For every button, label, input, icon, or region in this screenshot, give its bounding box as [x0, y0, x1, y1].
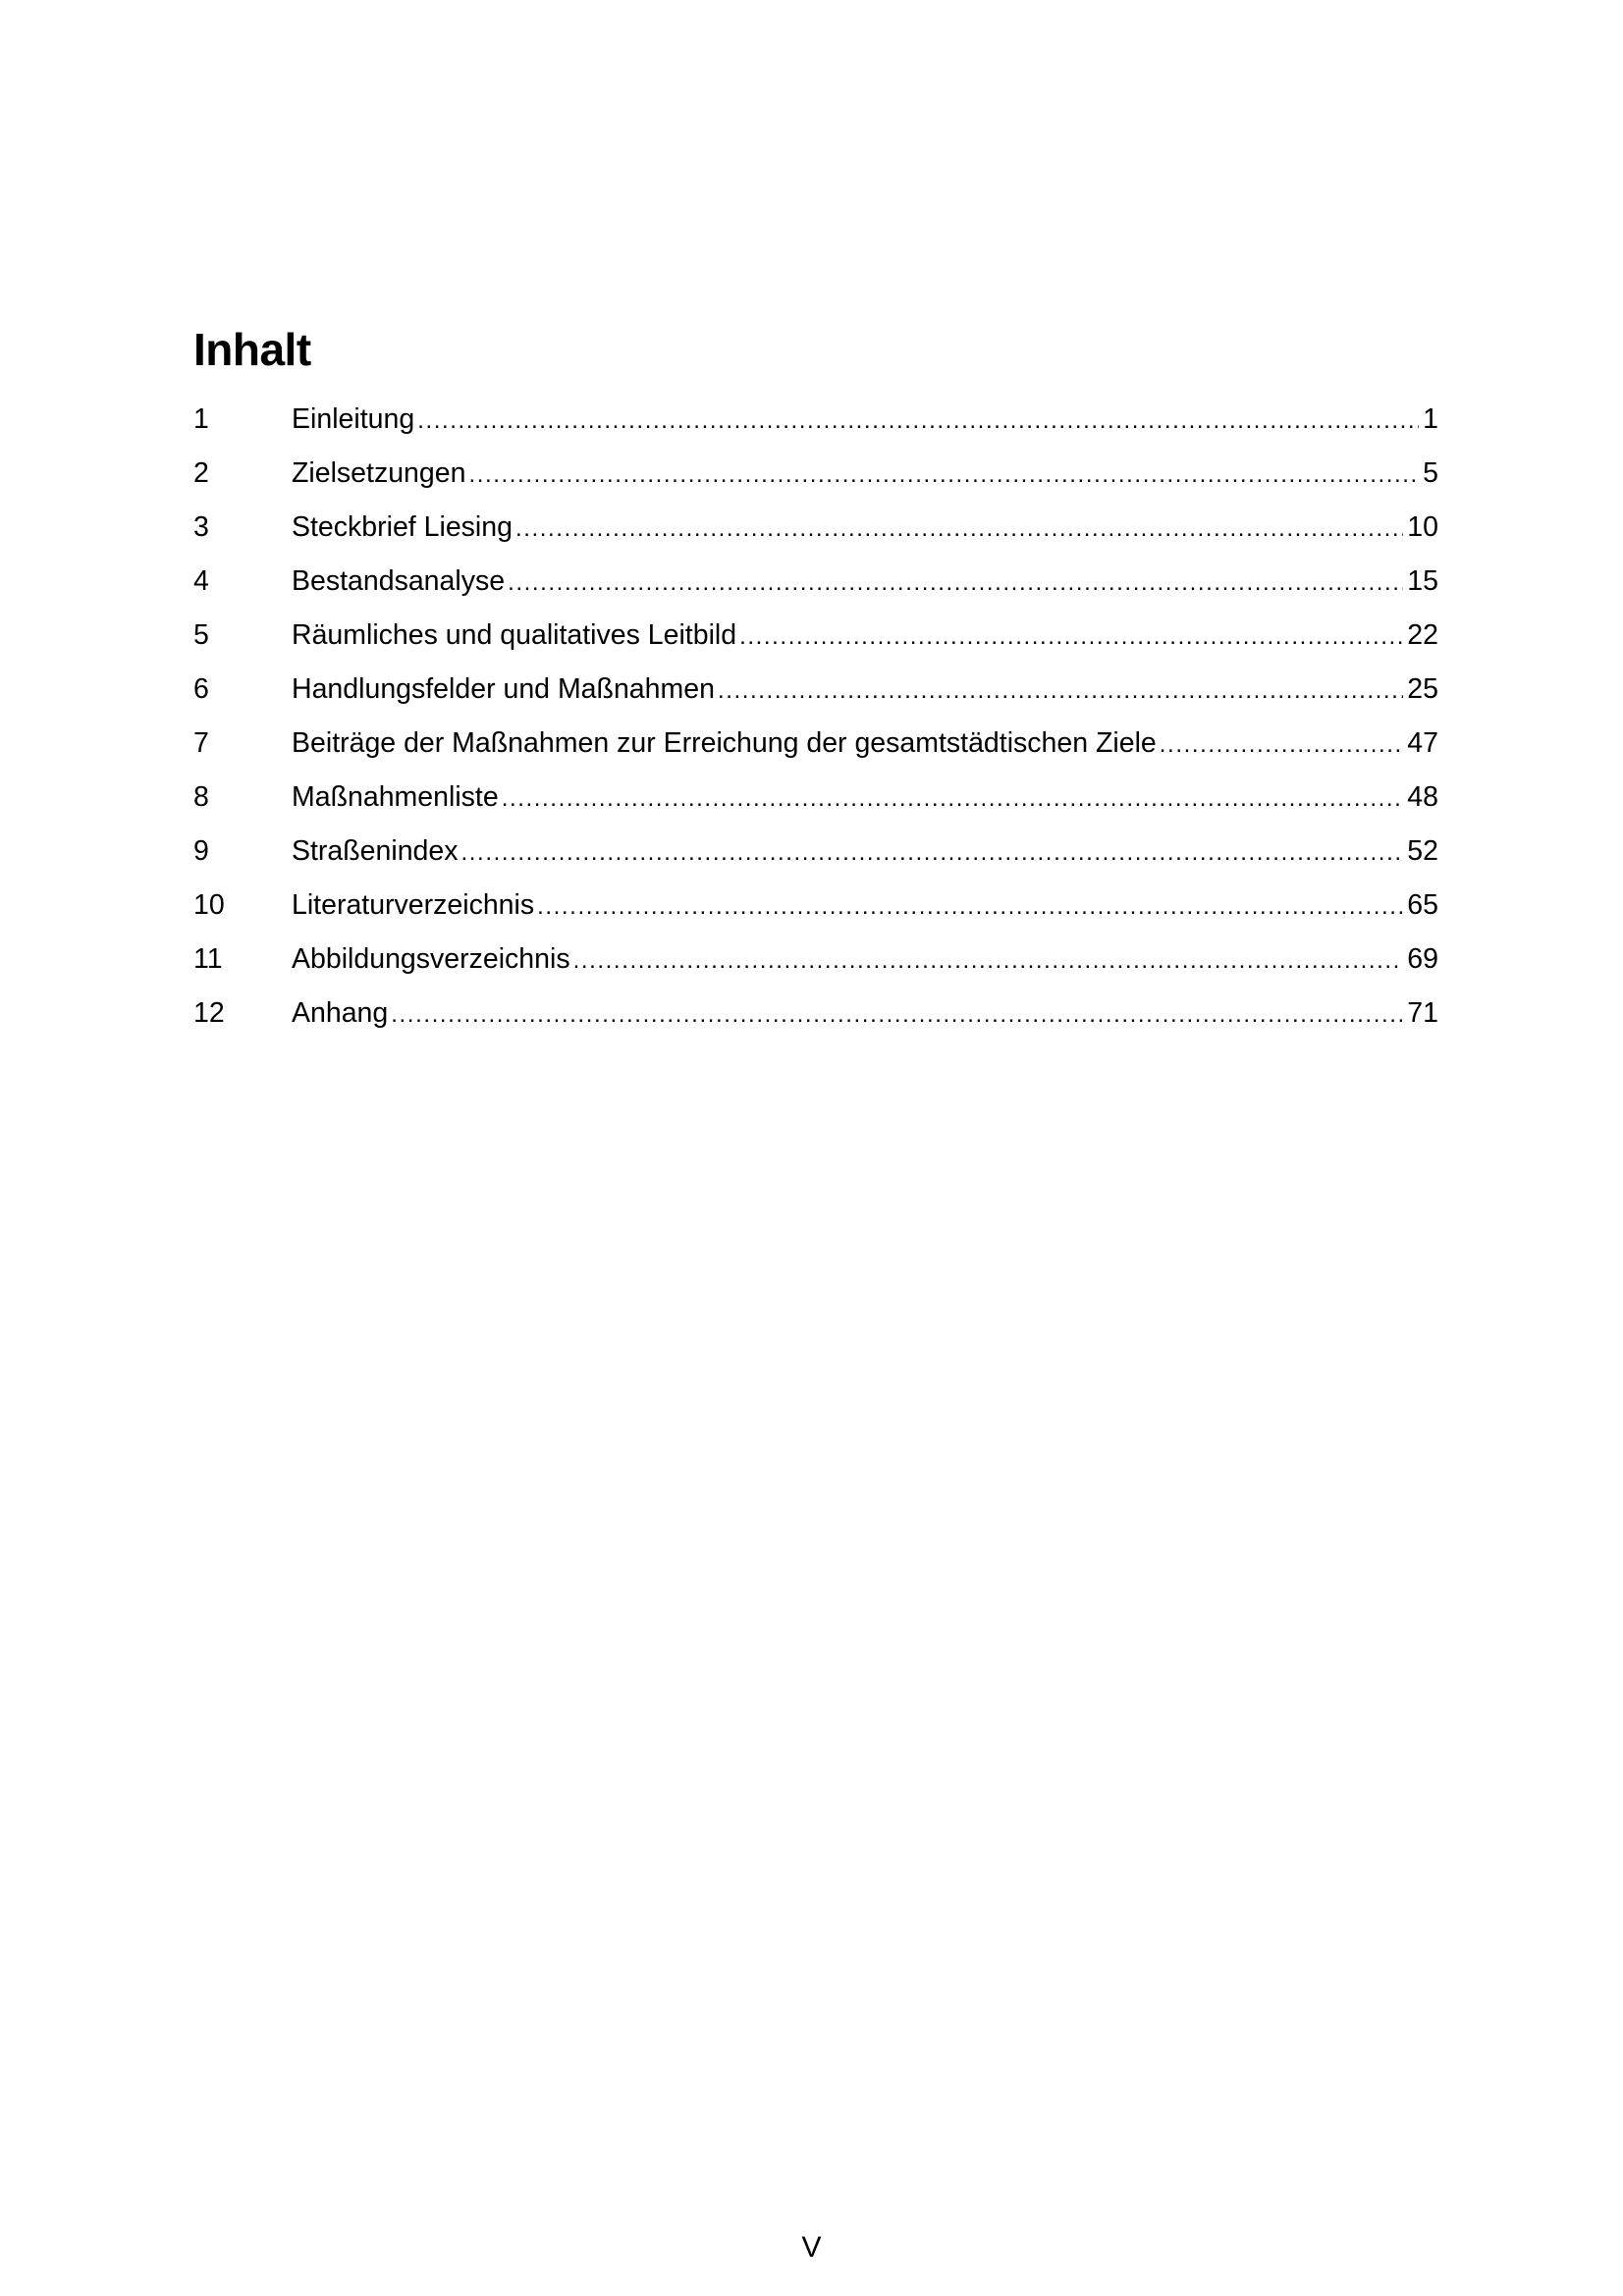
toc-entry[interactable] — [193, 663, 1438, 717]
toc-dot-leader — [739, 610, 1403, 664]
toc-entry-page: 25 — [1407, 673, 1438, 705]
toc-entry-number: 1 — [193, 403, 209, 435]
toc-entry-page: 5 — [1423, 457, 1438, 489]
toc-entry-title: Handlungsfelder und Maßnahmen — [292, 673, 715, 705]
toc-entry[interactable] — [193, 555, 1438, 609]
toc-dot-leader — [515, 502, 1403, 556]
toc-entry[interactable] — [193, 609, 1438, 663]
toc-entry-title: Literaturverzeichnis — [292, 889, 535, 921]
toc-entry-title: Abbildungsverzeichnis — [292, 943, 570, 975]
toc-dot-leader — [502, 772, 1404, 826]
toc-entry[interactable] — [193, 825, 1438, 879]
toc-entry-title: Maßnahmenliste — [292, 781, 499, 813]
toc-entry-title: Steckbrief Liesing — [292, 511, 513, 543]
toc-entry-page: 15 — [1407, 565, 1438, 597]
toc-entry-title: Einleitung — [292, 403, 415, 435]
toc-dot-leader — [417, 394, 1419, 448]
toc-entry-number: 3 — [193, 511, 209, 543]
toc-entry-number: 5 — [193, 619, 209, 651]
toc-entry-page: 69 — [1407, 943, 1438, 975]
toc-entry-number: 10 — [193, 889, 225, 921]
toc-entry-title: Straßenindex — [292, 835, 459, 867]
toc-dot-leader — [718, 664, 1403, 718]
toc-entry[interactable] — [193, 771, 1438, 825]
toc-dot-leader — [391, 988, 1403, 1041]
toc-entry[interactable] — [193, 447, 1438, 501]
toc-dot-leader — [573, 934, 1404, 988]
toc-entry-page: 1 — [1423, 403, 1438, 435]
table-of-contents — [193, 393, 1438, 1041]
toc-entry-page: 22 — [1407, 619, 1438, 651]
toc-entry-number: 12 — [193, 997, 225, 1029]
toc-entry-title: Räumliches und qualitatives Leitbild — [292, 619, 737, 651]
toc-entry[interactable] — [193, 879, 1438, 933]
toc-entry-page: 65 — [1407, 889, 1438, 921]
toc-entry-page: 52 — [1407, 835, 1438, 867]
toc-dot-leader — [461, 826, 1404, 880]
toc-entry[interactable] — [193, 501, 1438, 555]
toc-entry[interactable] — [193, 987, 1438, 1041]
page-number: V — [801, 2231, 822, 2264]
toc-entry-number: 9 — [193, 835, 209, 867]
toc-entry-page: 47 — [1407, 727, 1438, 759]
toc-entry-number: 4 — [193, 565, 209, 597]
toc-title: Inhalt — [193, 324, 311, 375]
toc-entry[interactable] — [193, 933, 1438, 987]
toc-entry-number: 11 — [193, 943, 223, 975]
toc-entry-number: 7 — [193, 727, 209, 759]
toc-entry-title: Bestandsanalyse — [292, 565, 506, 597]
toc-entry-page: 71 — [1407, 997, 1438, 1029]
toc-dot-leader — [1160, 718, 1404, 772]
toc-entry-number: 2 — [193, 457, 209, 489]
toc-dot-leader — [537, 880, 1403, 934]
toc-entry-title: Beiträge der Maßnahmen zur Erreichung der gesamtstädtischen Ziele — [292, 727, 1157, 759]
toc-entry-page: 10 — [1407, 511, 1438, 543]
toc-dot-leader — [508, 556, 1403, 610]
toc-entry[interactable] — [193, 717, 1438, 771]
toc-entry-title: Zielsetzungen — [292, 457, 466, 489]
toc-entry-number: 6 — [193, 673, 209, 705]
toc-entry-page: 48 — [1407, 781, 1438, 813]
toc-entry-number: 8 — [193, 781, 209, 813]
toc-entry[interactable] — [193, 393, 1438, 447]
toc-dot-leader — [468, 448, 1419, 502]
toc-entry-title: Anhang — [292, 997, 389, 1029]
